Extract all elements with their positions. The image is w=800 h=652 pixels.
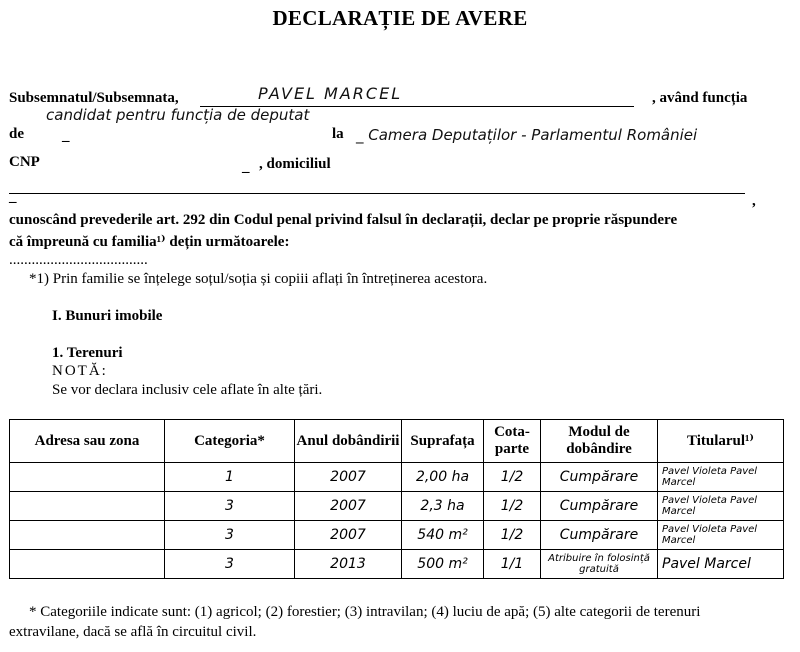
subsection-title: 1. Terenuri (52, 345, 123, 361)
table-header-row (10, 420, 784, 463)
cell-anul: 2013 (295, 550, 402, 579)
cell-adresa (10, 521, 165, 550)
header-titularul: Titularul¹⁾ (658, 420, 784, 463)
domiciliul-label: , domiciliul (259, 156, 331, 172)
page-title: DECLARAȚIE DE AVERE (272, 6, 528, 30)
cell-modul: Cumpărare (541, 521, 658, 550)
cnp-label: CNP (9, 154, 40, 170)
header-adresa: Adresa sau zona (10, 420, 165, 463)
cell-cota: 1/1 (484, 550, 541, 579)
cell-adresa (10, 550, 165, 579)
table-row (10, 550, 784, 579)
header-categoria: Categoria* (165, 420, 295, 463)
cell-categoria: 3 (165, 550, 295, 579)
cell-adresa (10, 463, 165, 492)
cell-suprafata: 2,00 ha (402, 463, 484, 492)
cell-titularul: Pavel Violeta Pavel Marcel (658, 492, 784, 521)
cell-cota: 1/2 (484, 492, 541, 521)
cell-categoria: 3 (165, 492, 295, 521)
cell-suprafata: 500 m² (402, 550, 484, 579)
functia-value: candidat pentru funcția de deputat (46, 106, 310, 124)
dash-left: _ (9, 189, 17, 205)
avand-functia-label: , având funcția (652, 90, 748, 106)
cnp-dash: _ (242, 159, 250, 175)
cell-modul: Atribuire în folosință gratuită (541, 550, 658, 579)
cell-anul: 2007 (295, 492, 402, 521)
name-value: PAVEL MARCEL (258, 84, 403, 103)
cell-modul: Cumpărare (541, 492, 658, 521)
header-modul: Modul de dobândire (541, 420, 658, 463)
nota-text: Se vor declara inclusiv cele aflate în alte țări. (52, 382, 323, 398)
cell-cota: 1/2 (484, 521, 541, 550)
cell-titularul: Pavel Violeta Pavel Marcel (658, 521, 784, 550)
cell-suprafata: 540 m² (402, 521, 484, 550)
de-label: de (9, 126, 24, 142)
comma-right: , (752, 193, 756, 209)
header-anul: Anul dobândirii (295, 420, 402, 463)
section-title: I. Bunuri imobile (52, 308, 163, 324)
declaration-text-1: cunoscând prevederile art. 292 din Codul penal privind falsul în declarații, declar pe proprie răspundere (9, 212, 678, 228)
cell-suprafata: 2,3 ha (402, 492, 484, 521)
footnote-2: extravilane, dacă se află în circuitul civil. (9, 624, 257, 640)
la-label: la (332, 126, 344, 142)
table-row (10, 463, 784, 492)
terenuri-table (9, 419, 784, 579)
cell-adresa (10, 492, 165, 521)
cell-anul: 2007 (295, 463, 402, 492)
family-note: *1) Prin familie se înțelege soțul/soția și copiii aflați în întreținerea acestora. (29, 271, 488, 287)
cell-cota: 1/2 (484, 463, 541, 492)
cell-categoria: 1 (165, 463, 295, 492)
cell-titularul: Pavel Marcel (658, 550, 784, 579)
de-dash: _ (62, 128, 70, 144)
header-cota: Cota-parte (484, 420, 541, 463)
subsemnatul-label: Subsemnatul/Subsemnata, (9, 90, 179, 106)
table-row (10, 521, 784, 550)
cell-modul: Cumpărare (541, 463, 658, 492)
table-row (10, 492, 784, 521)
la-value: _ Camera Deputaților - Parlamentul României (356, 126, 698, 144)
header-suprafata: Suprafața (402, 420, 484, 463)
footnote-1: * Categoriile indicate sunt: (1) agricol; (2) forestier; (3) intravilan; (4) luciu de apă; (5) alte categorii de terenuri (29, 604, 701, 620)
cell-titularul: Pavel Violeta Pavel Marcel (658, 463, 784, 492)
cell-anul: 2007 (295, 521, 402, 550)
nota-label: NOTĂ: (52, 363, 108, 379)
domiciliu-underline (9, 193, 745, 194)
declaration-text-2: că împreună cu familia¹⁾ dețin următoarele: (9, 234, 290, 250)
cell-categoria: 3 (165, 521, 295, 550)
dotted-line: ..................................... (9, 252, 148, 268)
